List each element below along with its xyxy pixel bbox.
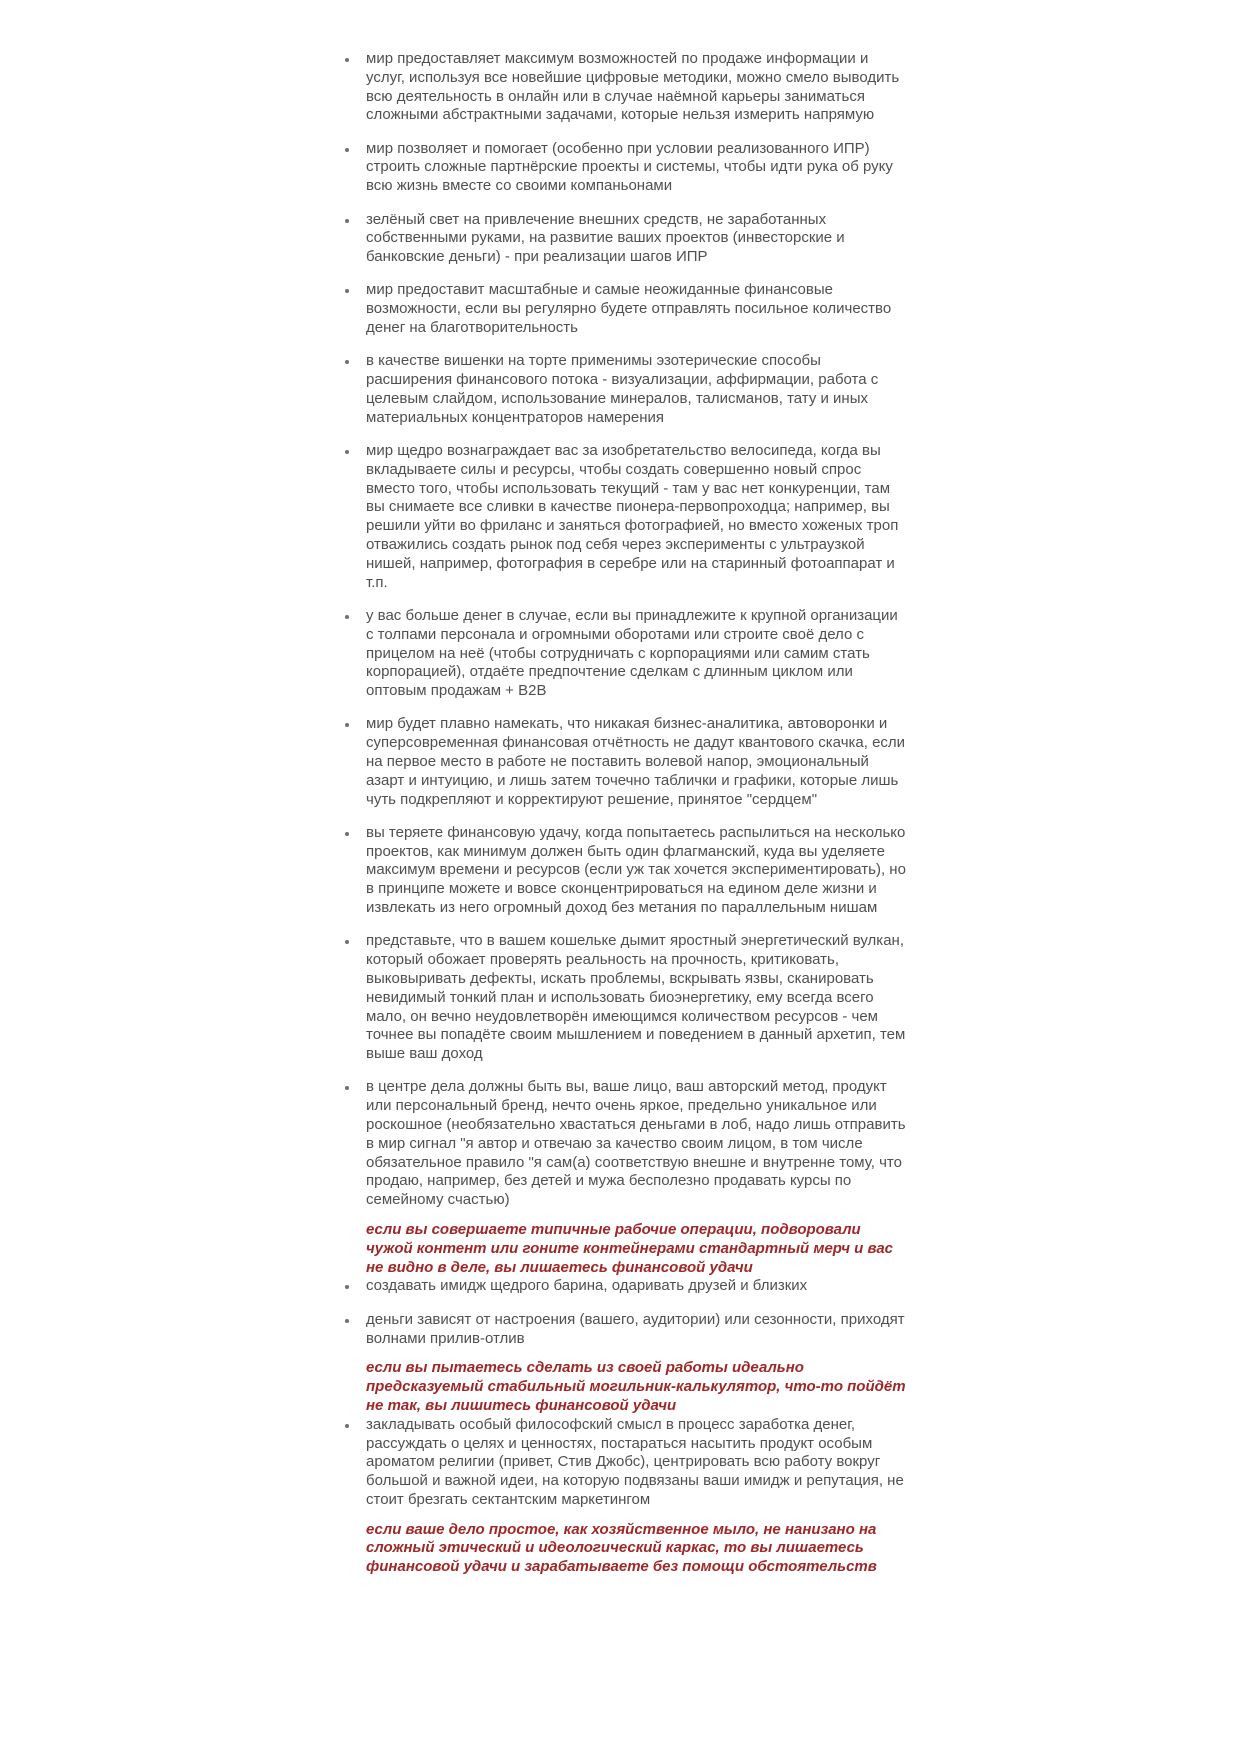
list-item-text: вы теряете финансовую удачу, когда попытаетесь распылиться на несколько проектов, как минимум должен быть один флагманский, куда вы уделяете максимум времени и ресурсов (если уж так хочется экспериментировать), но в принципе можете и вовсе сконцентрироваться на едином деле жизни и извлекать из него огромный доход без метания по параллельным нишам bbox=[366, 823, 906, 917]
list-item bbox=[343, 281, 908, 337]
list-item-text: мир будет плавно намекать, что никакая бизнес-аналитика, автоворонки и суперсовременная финансовая отчётность не дадут квантового скачка, если на первое место в работе не поставить волевой напор, эмоциональный азарт и интуицию, и лишь затем точечно таблички и графики, которые лишь чуть подкрепляют и корректируют решение, принятое "сердцем" bbox=[366, 715, 906, 808]
list-item bbox=[343, 1277, 908, 1296]
warning-note: если ваше дело простое, как хозяйственное мыло, не нанизано на сложный этический и идеологический каркас, то вы лишаетесь финансовой удачи и зарабатываете без помощи обстоятельств bbox=[366, 1520, 877, 1576]
list-item-text: зелёный свет на привлечение внешних средств, не заработанных собственными руками, на развитие ваших проектов (инвесторские и банковские деньги) - при реализации шагов ИПР bbox=[366, 210, 845, 266]
list-item-text: мир предоставляет максимум возможностей по продаже информации и услуг, используя все новейшие цифровые методики, можно смело выводить всю деятельность в онлайн или в случае наёмной карьеры заниматься сложными абстрактными задачами, которые нельзя измерить напрямую bbox=[366, 50, 900, 124]
list-item bbox=[343, 442, 908, 592]
list-item-text: в центре дела должны быть вы, ваше лицо, ваш авторский метод, продукт или персональный бренд, нечто очень яркое, предельно уникальное или роскошное (необязательно хвастаться деньгами в лоб, надо лишь отправить в мир сигнал "я автор и отвечаю за качество своим лицом, в том числе обязательное правило "я сам(а) соответствую внешне и внутренне тому, что продаю, например, без детей и мужа бесполезно продавать курсы по семейному счастью) bbox=[366, 1078, 906, 1209]
list-item bbox=[343, 1416, 908, 1577]
list-item bbox=[343, 932, 908, 1064]
list-item bbox=[343, 715, 908, 809]
list-item bbox=[343, 140, 908, 196]
list-item-text: представьте, что в вашем кошельке дымит яростный энергетический вулкан, который обожает проверять реальность на прочность, критиковать, выковыривать дефекты, искать проблемы, вскрывать язвы, сканировать невидимый тонкий план и использовать биоэнергетику, ему всегда всего мало, он вечно неудовлетворён имеющимся количеством ресурсов - чем точнее вы попадёте своим мышлением и поведением в данный архетип, тем выше ваш доход bbox=[366, 932, 906, 1063]
list-item-text: мир щедро вознаграждает вас за изобретательство велосипеда, когда вы вкладываете силы и ресурсы, чтобы создать совершенно новый спрос вместо того, чтобы использовать текущий - там у вас нет конкуренции, там вы снимаете все сливки в качестве пионера-первопроходца; например, вы решили уйти во фриланс и заняться фотографией, но вместо хоженых троп отважились создать рынок под себя через эксперименты с ультраузкой нишей, например, фотография в серебре или на старинный фотоаппарат и т.п. bbox=[366, 442, 899, 591]
warning-note: если вы пытаетесь сделать из своей работы идеально предсказуемый стабильный могильник-калькулятор, что-то пойдёт не так, вы лишитесь финансовой удачи bbox=[366, 1359, 906, 1414]
list-item-text: создавать имидж щедрого барина, одаривать друзей и близких bbox=[366, 1277, 808, 1295]
list-item-text: деньги зависят от настроения (вашего, аудитории) или сезонности, приходят волнами прилив-отлив bbox=[366, 1310, 905, 1347]
list-item bbox=[343, 50, 908, 125]
list-item bbox=[343, 352, 908, 427]
warning-note: если вы совершаете типичные рабочие операции, подворовали чужой контент или гоните контейнерами стандартный мерч и вас не видно в деле, вы лишаетесь финансовой удачи bbox=[366, 1221, 894, 1276]
list-item bbox=[343, 1078, 908, 1277]
list-item-text: мир позволяет и помогает (особенно при условии реализованного ИПР) строить сложные партнёрские проекты и системы, чтобы идти рука об руку всю жизнь вместе со своими компаньонами bbox=[366, 139, 893, 195]
list-item bbox=[343, 1311, 908, 1416]
list-item bbox=[343, 607, 908, 701]
list-item-text: у вас больше денег в случае, если вы принадлежите к крупной организации с толпами персонала и огромными оборотами или строите своё дело с прицелом на неё (чтобы сотрудничать с корпорациями или самим стать корпорацией), отдаёте предпочтение сделкам с длинным циклом или оптовым продажам + B2B bbox=[366, 606, 898, 700]
list-item-text: закладывать особый философский смысл в процесс заработка денег, рассуждать о целях и ценностях, постараться насытить продукт особым ароматом религии (привет, Стив Джобс), центрировать всю работу вокруг большой и важной идеи, на которую подвязаны ваши имидж и репутация, не стоит брезгать сектантским маркетингом bbox=[366, 1415, 904, 1508]
list-item-text: в качестве вишенки на торте применимы эзотерические способы расширения финансового потока - визуализации, аффирмации, работа с целевым слайдом, использование минералов, талисманов, тату и иных материальных концентраторов намерения bbox=[366, 352, 879, 426]
list-item bbox=[343, 211, 908, 267]
list-item bbox=[343, 824, 908, 918]
document-page bbox=[343, 50, 908, 1577]
bullet-list bbox=[343, 50, 908, 1577]
list-item-text: мир предоставит масштабные и самые неожиданные финансовые возможности, если вы регулярно будете отправлять посильное количество денег на благотворительность bbox=[366, 281, 892, 337]
